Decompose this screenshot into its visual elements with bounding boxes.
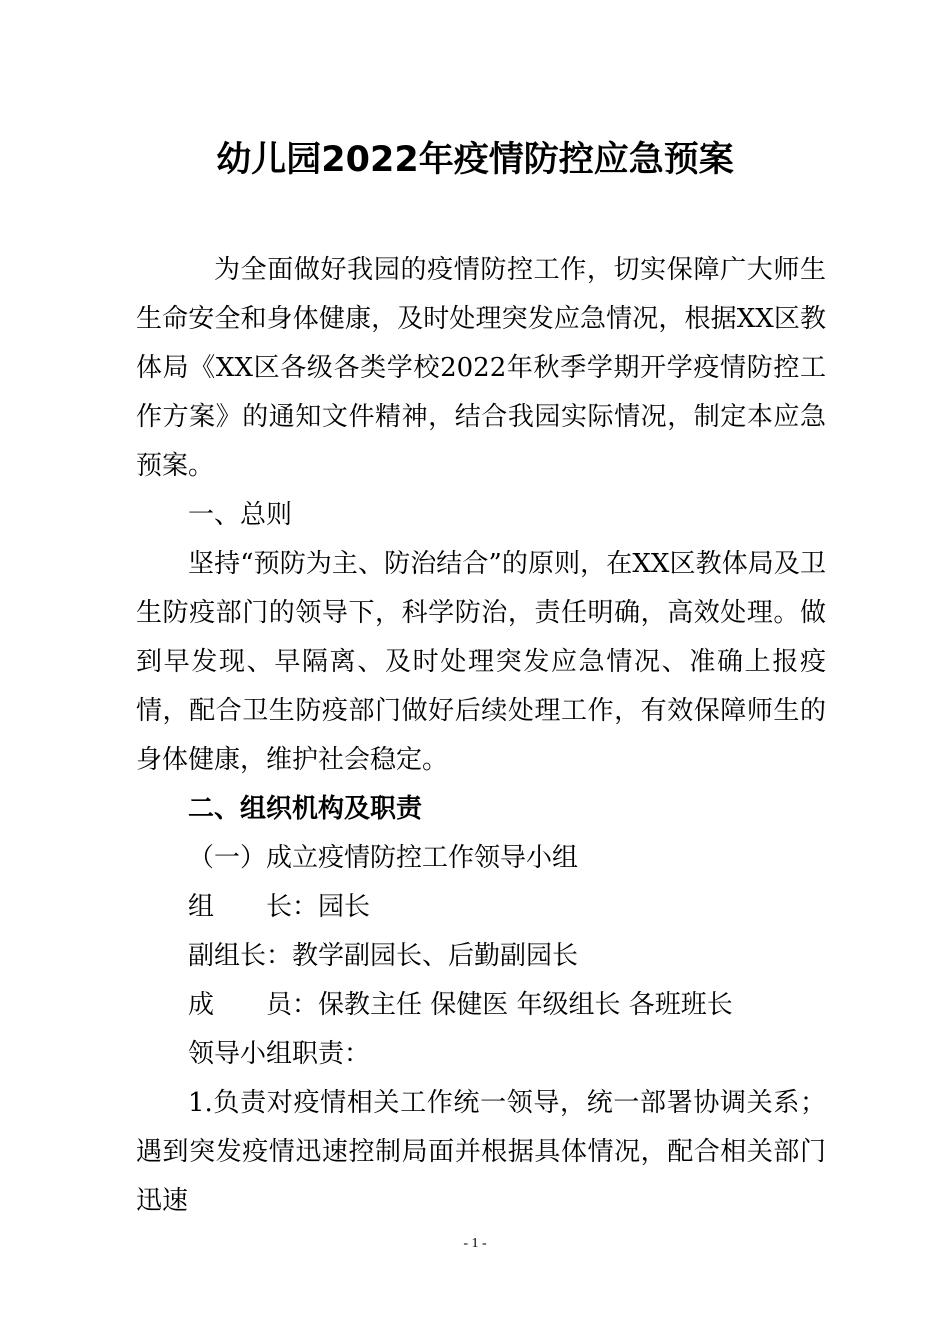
deputy-key: 副组长： [188, 941, 293, 971]
section-1-paragraph: 坚持“预防为主、防治结合”的原则，在XX区教体局及卫生防疫部门的领导下，科学防治，责任明确，高效处理。做到早发现、早隔离、及时处理突发应急情况、准确上报疫情，配合卫生防疫部门做好后续处理工作，有效保障师生的身体健康，维护社会稳定。 [136, 549, 826, 775]
intro-paragraph: 为全面做好我园的疫情防控工作，切实保障广大师生生命安全和身体健康，及时处理突发应急情况，根据XX区教体局《XX区各级各类学校2022年秋季学期开学疫情防控工作方案》的通知文件精神，结合我园实际情况，制定本应急预案。 [136, 255, 826, 481]
duties-heading: 领导小组职责： [188, 1039, 371, 1069]
leader-value: 园长 [318, 892, 371, 922]
section-2-heading: 二、组织机构及职责 [188, 794, 423, 824]
subsection-1-heading: （一）成立疫情防控工作领导小组 [188, 843, 579, 873]
members-line [136, 981, 826, 1030]
document-title: 幼儿园2022年疫情防控应急预案 [216, 140, 734, 180]
deputy-line [136, 932, 826, 981]
members-key: 成 员： [188, 990, 319, 1020]
leader-line [136, 883, 826, 932]
section-1-heading: 一、总则 [188, 500, 293, 530]
duty-1-paragraph: 1.负责对疫情相关工作统一领导，统一部署协调关系；遇到突发疫情迅速控制局面并根据具体情况，配合相关部门迅速 [136, 1088, 826, 1216]
deputy-value: 教学副园长、后勤副园长 [292, 941, 579, 971]
members-value: 保教主任 保健医 年级组长 各班班长 [318, 990, 733, 1020]
leader-key: 组 长： [188, 892, 319, 922]
page-number: - 1 - [463, 1236, 487, 1251]
document-body [136, 246, 826, 1226]
